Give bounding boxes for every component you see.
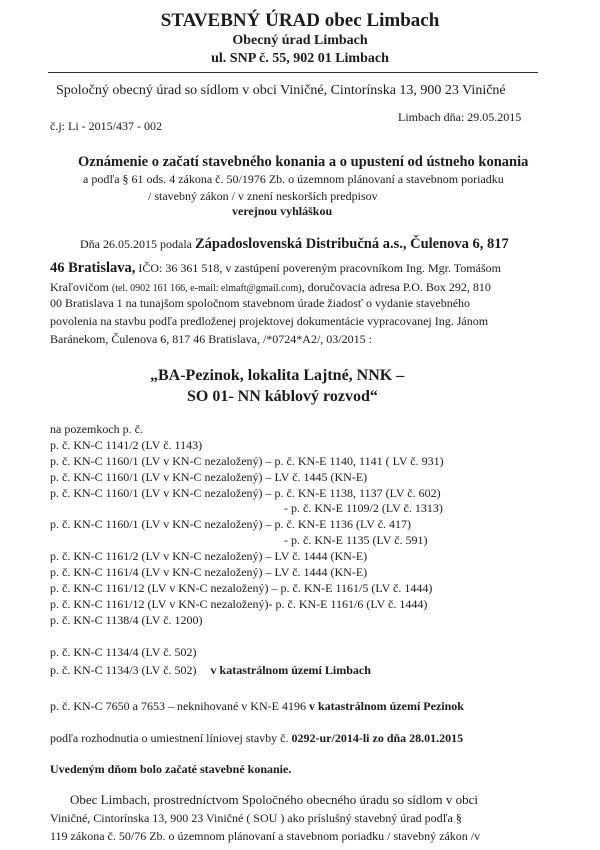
cadastral-area-pezinok: v katastrálnom území Pezinok <box>308 699 464 713</box>
place-date: Limbach dňa: 29.05.2015 <box>398 110 522 124</box>
parcel-row: p. č. KN-C 1160/1 (LV v KN-C nezaložený) – LV č. 1445 (KN-E) <box>50 470 368 484</box>
intro-line-4: 00 Bratislava 1 na tunajšom spoločnom stavebnom úrade žiadosť o vydanie stavebného <box>50 296 471 310</box>
parcel-row-text: p. č. KN-C 7650 a 7653 – neknihované v KN-E 4196 <box>50 699 309 713</box>
project-title-line-1: „BA-Pezinok, lokalita Lajtné, NNK – <box>150 367 405 384</box>
header-divider <box>48 72 538 73</box>
intro-line-2 <box>50 259 501 277</box>
parcel-row-cont: - p. č. KN-E 1135 (LV č. 591) <box>284 533 428 547</box>
notice-heading: Oznámenie o začatí stavebného konania a o upustení od ústneho konania <box>78 154 529 170</box>
cadastral-area-limbach: v katastrálnom území Limbach <box>210 663 371 677</box>
representative-contact: (tel. 0902 161 166, e-mail: elmaft@gmail.com) <box>111 283 302 294</box>
parcel-row: p. č. KN-C 1141/2 (LV č. 1143) <box>50 438 203 452</box>
notice-legal-basis: a podľa § 61 ods. 4 zákona č. 50/1976 Zb. o územnom plánovaní a stavebnom poriadku <box>83 172 504 186</box>
office-address: ul. SNP č. 55, 902 01 Limbach <box>211 51 389 66</box>
intro-line-1 <box>80 235 509 253</box>
parcel-row: p. č. KN-C 1160/1 (LV v KN-C nezaložený) – p. č. KN-E 1138, 1137 (LV č. 602) <box>50 486 441 500</box>
parcel-row: p. č. KN-C 1161/2 (LV v KN-C nezaložený) – LV č. 1444 (KN-E) <box>50 549 368 563</box>
parcel-row: p. č. KN-C 1138/4 (LV č. 1200) <box>50 613 203 627</box>
parcel-row: p. č. KN-C 1161/12 (LV v KN-C nezaložený) – p. č. KN-E 1161/5 (LV č. 1444) <box>50 581 433 595</box>
project-title-line-2: SO 01- NN káblový rozvod“ <box>187 388 378 405</box>
notice-legal-basis-cont: / stavebný zákon / v znení neskorších predpisov <box>148 189 378 203</box>
office-name: Obecný úrad Limbach <box>232 33 368 48</box>
applicant-name: Západoslovenská Distribučná a.s., Čulenova 6, 817 <box>194 236 509 252</box>
parcel-row: p. č. KN-C 1134/4 (LV č. 502) <box>50 645 197 659</box>
parcel-row-cont: - p. č. KN-E 1109/2 (LV č. 1313) <box>284 501 443 515</box>
parcel-row: p. č. KN-C 1160/1 (LV v KN-C nezaložený) – p. č. KN-E 1136 (LV č. 417) <box>50 517 412 531</box>
parcel-row: p. č. KN-C 1161/12 (LV v KN-C nezaložený)- p. č. KN-E 1161/6 (LV č. 1444) <box>50 597 428 611</box>
notice-public-notice: verejnou vyhláškou <box>232 204 333 218</box>
decision-number: 0292-ur/2014-li zo dňa 28.01.2015 <box>291 731 464 745</box>
parcel-row-limbach <box>50 661 371 679</box>
decision-reference <box>50 729 463 747</box>
authority-title: STAVEBNÝ ÚRAD obec Limbach <box>160 10 440 31</box>
proceedings-started: Uvedeným dňom bolo začaté stavebné konanie. <box>50 762 292 776</box>
applicant-ico: IČO: 36 361 518, v zastúpení povereným pracovníkom Ing. Mgr. Tomášom <box>135 261 501 275</box>
parcel-row-text: p. č. KN-C 1134/3 (LV č. 502) <box>50 663 197 677</box>
closing-line-3: 119 zákona č. 50/76 Zb. o územnom plánovaní a stavebnom poriadku / stavebný zákon /v <box>50 829 481 843</box>
decision-text: podľa rozhodnutia o umiestnení líniovej stavby č. <box>50 731 292 745</box>
intro-line-3 <box>50 278 491 296</box>
reference-number: č.j: Li - 2015/437 - 002 <box>50 119 162 133</box>
intro-line-6: Baránekom, Čulenova 6, 817 46 Bratislava, /*0724*A2/, 03/2015 : <box>50 332 372 346</box>
parcel-row-pezinok <box>50 697 464 715</box>
closing-line-1: Obec Limbach, prostredníctvom Spoločného obecného úradu so sídlom v obci <box>70 792 478 807</box>
parcel-row: p. č. KN-C 1161/4 (LV v KN-C nezaložený) – LV č. 1444 (KN-E) <box>50 565 368 579</box>
intro-line-5: povolenia na stavbu podľa predloženej projektovej dokumentácie vypracovanej Ing. Jánom <box>50 314 489 328</box>
applicant-city: 46 Bratislava, <box>50 260 136 276</box>
joint-office-line: Spoločný obecný úrad so sídlom v obci Viničné, Cintorínska 13, 900 23 Viničné <box>56 83 506 98</box>
intro-date: Dňa 26.05.2015 podala <box>80 237 195 251</box>
parcel-row: p. č. KN-C 1160/1 (LV v KN-C nezaložený) – p. č. KN-E 1140, 1141 ( LV č. 931) <box>50 454 444 468</box>
representative-name: Kraľovičom <box>50 280 112 294</box>
parcels-intro: na pozemkoch p. č. <box>50 422 143 436</box>
closing-line-2: Viničné, Cintorínska 13, 900 23 Viničné ( SOU ) ako príslušný stavebný úrad podľa § <box>50 811 462 825</box>
delivery-address: , doručovacia adresa P.O. Box 292, 810 <box>301 280 491 294</box>
